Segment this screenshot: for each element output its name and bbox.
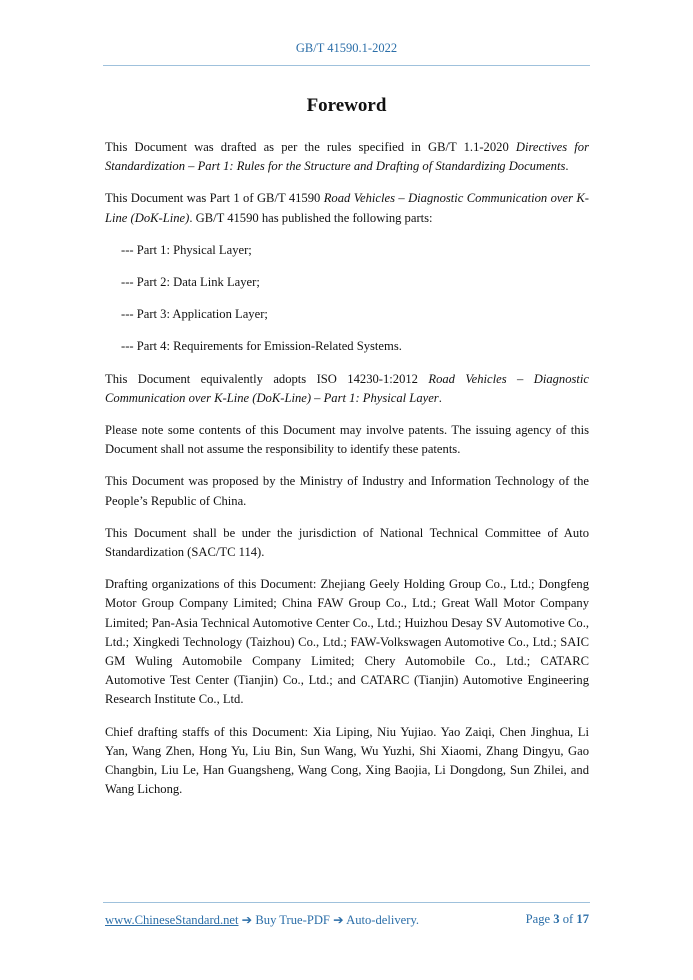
list-item-part-1: --- Part 1: Physical Layer; [121, 242, 252, 257]
page-label: Page [525, 912, 551, 926]
of-label: of [562, 912, 574, 926]
standard-title: Directives for Standardization – Part 1: Rules for the Structure and Drafting of Standardizing Documents [105, 140, 589, 174]
list-item-part-3: --- Part 3: Application Layer; [121, 307, 268, 322]
page-header [0, 41, 693, 56]
paragraph-text: . GB/T 41590 has published the following parts: [189, 210, 433, 225]
footer-divider [103, 902, 590, 903]
paragraph-patents: Please note some contents of this Document may involve patents. The issuing agency of this Document shall not assume the responsibility to identify these patents. [105, 423, 589, 457]
paragraph-drafting-staff: Chief drafting staffs of this Document: Xia Liping, Niu Yujiao. Yao Zaiqi, Chen Jinghua, Li Yan, Wang Zhen, Hong Yu, Liu Bin, Sun Wang, Wu Yuzhi, Shi Xiaomi, Zhang Dingyu, Gao Changbin, Liu Le, Han Guangsheng, Wang Cong, Xing Baojia, Li Dongdong, Sun Zhilei, and Wang Lichong. [105, 724, 589, 797]
buy-pdf-text: Buy True-PDF [255, 913, 330, 927]
footer-promo [105, 912, 419, 928]
paragraph-text: This Document was Part 1 of GB/T 41590 [105, 191, 324, 206]
paragraph-text: This Document equivalently adopts ISO 14230-1:2012 [105, 371, 429, 386]
list-item-part-4: --- Part 4: Requirements for Emission-Related Systems. [121, 339, 402, 354]
paragraph-jurisdiction: This Document shall be under the jurisdiction of National Technical Committee of Auto Standardization (SAC/TC 114). [105, 525, 589, 560]
current-page: 3 [553, 912, 560, 926]
page-title: Foreword [306, 95, 387, 116]
arrow-icon: ➔ [333, 913, 344, 927]
paragraph-text: . [565, 159, 569, 174]
paragraph-text: This Document was drafted as per the rules specified in GB/T 1.1-2020 [105, 140, 516, 154]
arrow-icon: ➔ [241, 913, 253, 927]
page-number [526, 912, 589, 927]
paragraph-drafting-rules [105, 138, 589, 176]
paragraph-drafting-organizations: Drafting organizations of this Document: Zhejiang Geely Holding Group Co., Ltd.; Dongfeng Motor Group Company Limited; China FAW Group Co., Ltd.; Great Wall Motor Company Limited; Pan-Asia Technical Automotive Center Co., Ltd.; Huizhou Desay SV Automotive Co., Ltd.; Xingkedi Technology (Taizhou) Co., Ltd.; FAW-Volkswagen Automotive Co., Ltd.; SAIC GM Wuling Automobile Company Limited; Chery Automobile Co., Ltd.; CATARC Automotive Test Center (Tianjin) Co., Ltd.; and CATARC (Tianjin) Automotive Engineering Research Institute Co., Ltd. [105, 577, 589, 707]
total-pages: 17 [576, 912, 589, 926]
paragraph-adoption [105, 370, 589, 408]
website-link[interactable]: www.ChineseStandard.net [105, 913, 239, 927]
delivery-text: Auto-delivery. [346, 913, 420, 927]
list-item-part-2: --- Part 2: Data Link Layer; [121, 275, 260, 290]
standard-title: Road Vehicles – Diagnostic Communication over K-Line (DoK-Line) [105, 191, 590, 225]
paragraph-series [105, 189, 589, 227]
paragraph-text: . [438, 390, 442, 405]
header-divider [103, 65, 590, 66]
paragraph-proposed-by: This Document was proposed by the Ministry of Industry and Information Technology of the People’s Republic of China. [105, 474, 589, 508]
document-body [105, 138, 589, 812]
document-id: GB/T 41590.1-2022 [295, 41, 398, 55]
standard-title: Road Vehicles – Diagnostic Communication over K-Line (DoK-Line) – Part 1: Physical Layer [105, 371, 590, 405]
